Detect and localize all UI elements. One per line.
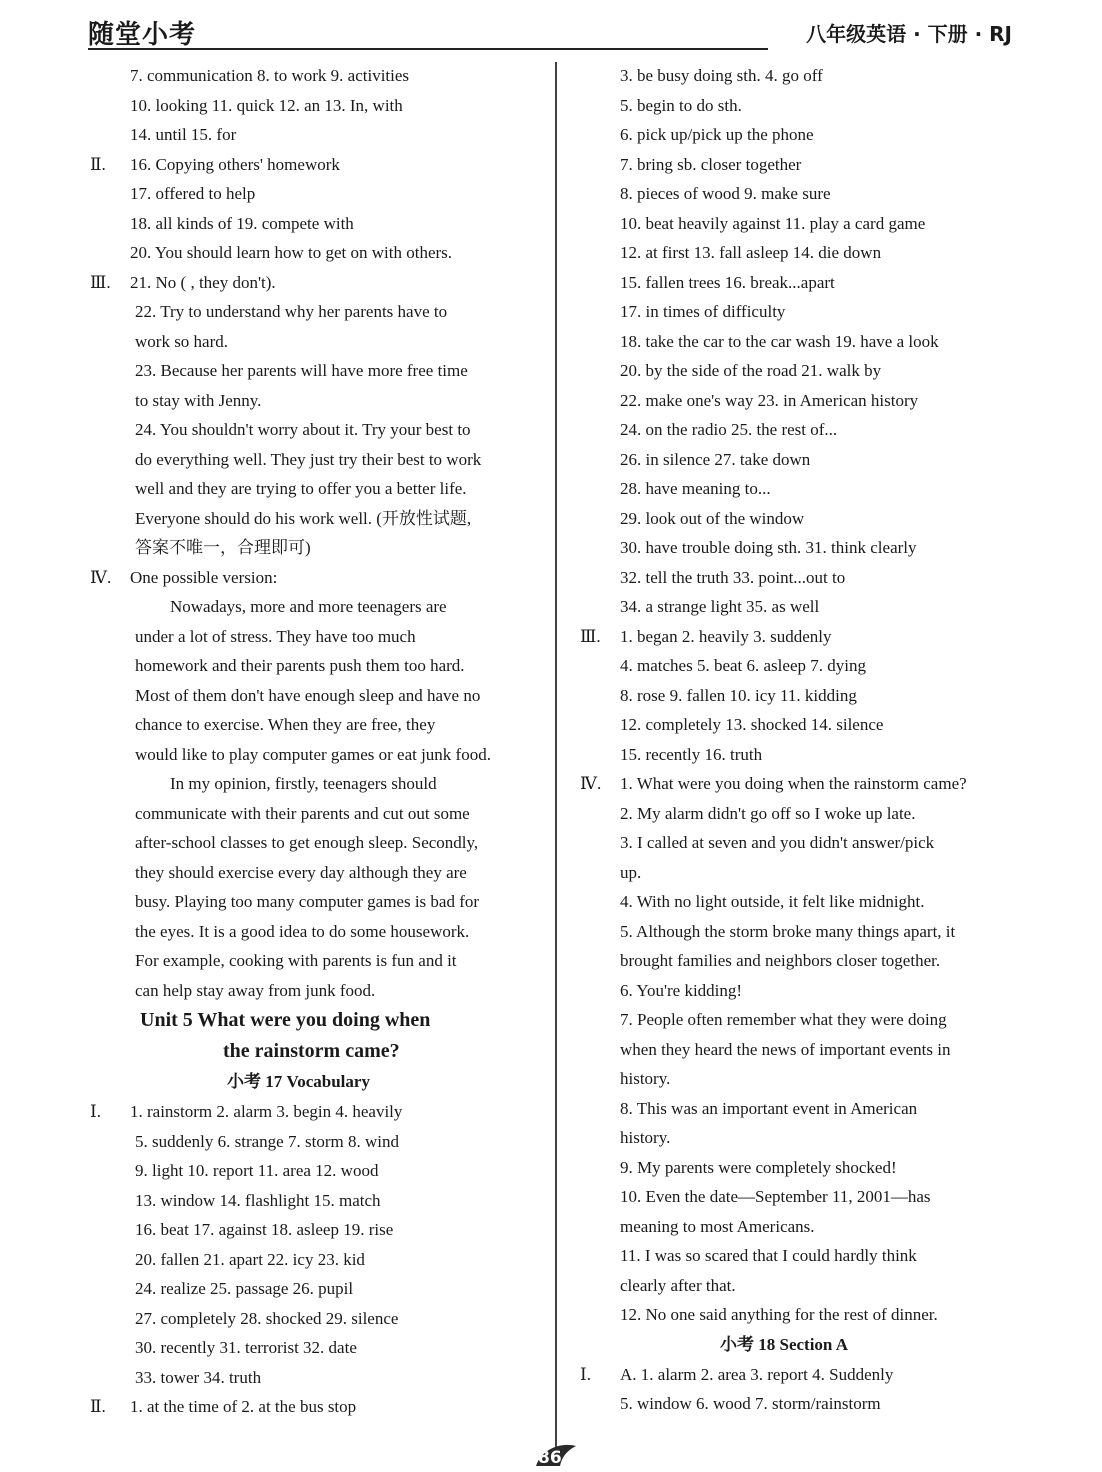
answer-line: history. [620, 1069, 671, 1088]
answer-line: 1. at the time of 2. at the bus stop [130, 1397, 357, 1416]
answer-line: 33. tower 34. truth [135, 1367, 262, 1387]
answer-line: 8. This was an important event in American [620, 1098, 918, 1118]
answer-line: 5. suddenly 6. strange 7. storm 8. wind [135, 1131, 399, 1151]
essay-line: Nowadays, more and more teenagers are [170, 597, 447, 616]
answer-line: 21. No ( , they don't). [130, 272, 276, 292]
column-divider [555, 62, 557, 1457]
answer-line: 4. matches 5. beat 6. asleep 7. dying [620, 656, 866, 675]
essay-line: they should exercise every day although they are [135, 862, 467, 882]
answer-line: 3. be busy doing sth. 4. go off [620, 66, 823, 85]
answer-line: 22. Try to understand why her parents have to [135, 302, 448, 321]
book-title: 随堂小考 [88, 20, 197, 50]
answer-line: 13. window 14. flashlight 15. match [135, 1190, 381, 1210]
answer-line: 7. bring sb. closer together [620, 154, 802, 174]
answer-line: 24. on the radio 25. the rest of... [620, 420, 838, 439]
answer-line: 34. a strange light 35. as well [620, 597, 820, 616]
answer-line: work so hard. [135, 331, 229, 351]
phrases-continued [580, 61, 1025, 622]
answer-line: 30. recently 31. terrorist 32. date [135, 1338, 357, 1357]
section-numeral: Ⅱ. [90, 1397, 106, 1416]
essay-line: under a lot of stress. They have too much [135, 626, 416, 646]
answer-line: 16. Copying others' homework [130, 154, 340, 174]
answer-line: 7. People often remember what they were doing [620, 1010, 947, 1029]
essay-line: For example, cooking with parents is fun and it [135, 951, 457, 970]
part3-answers [90, 268, 535, 563]
grade-subject-label: 八年级英语 · 下册 · RJ [806, 22, 1012, 46]
answer-line: A. 1. alarm 2. area 3. report 4. Suddenly [620, 1364, 894, 1384]
answer-line: 14. until 15. for [130, 125, 237, 144]
answer-line: 17. in times of difficulty [620, 302, 786, 321]
answer-line: Everyone should do his work well. (开放性试题, [135, 508, 472, 528]
answer-line: 17. offered to help [130, 184, 256, 203]
answer-line: 24. You shouldn't worry about it. Try your best to [135, 420, 471, 439]
answer-line: 22. make one's way 23. in American history [620, 390, 919, 410]
answer-line: 1. rainstorm 2. alarm 3. begin 4. heavily [130, 1102, 403, 1121]
answer-line: 10. looking 11. quick 12. an 13. In, with [130, 95, 403, 115]
section-numeral: Ⅳ. [580, 774, 602, 793]
section-numeral: Ⅳ. [90, 567, 112, 587]
answer-line: 1. What were you doing when the rainstorm came? [620, 774, 967, 793]
answer-line: 8. rose 9. fallen 10. icy 11. kidding [620, 685, 857, 705]
answer-line: 20. You should learn how to get on with others. [130, 243, 453, 262]
answer-line: 15. recently 16. truth [620, 744, 763, 764]
answer-line: 6. pick up/pick up the phone [620, 125, 814, 144]
answer-line: 4. With no light outside, it felt like midnight. [620, 892, 925, 911]
essay-line: chance to exercise. When they are free, they [135, 715, 436, 734]
answer-line: 30. have trouble doing sth. 31. think clearly [620, 538, 917, 557]
essay-line: the eyes. It is a good idea to do some housework. [135, 921, 470, 941]
section-numeral: Ⅱ. [90, 154, 106, 174]
essay-line: communicate with their parents and cut out some [135, 803, 470, 823]
answer-line: 32. tell the truth 33. point...out to [620, 567, 846, 587]
essay-line: after-school classes to get enough sleep. Secondly, [135, 833, 479, 852]
answer-line: 9. My parents were completely shocked! [620, 1157, 897, 1177]
part2-answers [90, 150, 535, 268]
answer-line: 5. Although the storm broke many things apart, it [620, 921, 956, 941]
answer-line: to stay with Jenny. [135, 390, 262, 410]
answer-line: 2. My alarm didn't go off so I woke up late. [620, 803, 916, 823]
part3-word-forms [580, 622, 1025, 770]
answer-line: 18. all kinds of 19. compete with [130, 213, 354, 233]
answer-line: 11. I was so scared that I could hardly think [620, 1246, 917, 1265]
unit-title: Unit 5 What were you doing when [140, 1009, 431, 1031]
section-numeral: Ⅰ. [580, 1364, 591, 1384]
answer-line: 10. Even the date—September 11, 2001—has [620, 1187, 931, 1206]
answer-line: 28. have meaning to... [620, 479, 771, 498]
part4-translations [580, 769, 1025, 1330]
essay-line: would like to play computer games or eat junk food. [135, 744, 491, 764]
answer-line: clearly after that. [620, 1275, 736, 1295]
essay-line: homework and their parents push them too hard. [135, 656, 465, 675]
answer-line: 18. take the car to the car wash 19. have a look [620, 331, 939, 351]
answer-line: 12. at first 13. fall asleep 14. die down [620, 243, 882, 262]
answer-line: 10. beat heavily against 11. play a card game [620, 213, 926, 233]
section-numeral: Ⅲ. [580, 626, 601, 646]
answer-line: 24. realize 25. passage 26. pupil [135, 1279, 354, 1298]
answer-line: do everything well. They just try their best to work [135, 449, 482, 469]
answer-line: 3. I called at seven and you didn't answer/pick [620, 833, 935, 852]
answer-line: 29. look out of the window [620, 508, 805, 528]
answer-line: meaning to most Americans. [620, 1216, 815, 1236]
answer-line: history. [620, 1128, 671, 1147]
part1-answers [90, 61, 535, 150]
answer-line: 5. window 6. wood 7. storm/rainstorm [620, 1394, 881, 1413]
answer-line: 1. began 2. heavily 3. suddenly [620, 626, 832, 646]
answer-line: 26. in silence 27. take down [620, 449, 811, 469]
answer-line: 5. begin to do sth. [620, 95, 742, 115]
header-divider [88, 48, 768, 50]
unit-title-continued: the rainstorm came? [223, 1040, 400, 1062]
vocabulary-answers [90, 1097, 535, 1392]
answer-line: 8. pieces of wood 9. make sure [620, 184, 831, 203]
right-column [580, 61, 1025, 1419]
answer-line: 20. fallen 21. apart 22. icy 23. kid [135, 1249, 365, 1269]
part4-writing [90, 563, 535, 1006]
answer-line: 12. No one said anything for the rest of dinner. [620, 1305, 938, 1324]
answer-line: brought families and neighbors closer together. [620, 951, 941, 970]
answer-line: when they heard the news of important events in [620, 1039, 951, 1059]
phrases-answers [90, 1392, 535, 1422]
answer-line: 27. completely 28. shocked 29. silence [135, 1308, 399, 1328]
essay-line: Most of them don't have enough sleep and have no [135, 685, 481, 705]
section-a-answers [580, 1360, 1025, 1419]
answer-line: up. [620, 862, 642, 882]
answer-line: 6. You're kidding! [620, 980, 743, 1000]
section-numeral: Ⅲ. [90, 272, 111, 292]
answer-line: 9. light 10. report 11. area 12. wood [135, 1161, 379, 1180]
essay-line: can help stay away from junk food. [135, 980, 376, 1000]
answer-line: 答案不唯一，合理即可) [135, 538, 311, 557]
essay-line: busy. Playing too many computer games is bad for [135, 892, 480, 911]
answer-line: 23. Because her parents will have more free time [135, 361, 468, 380]
answer-line: 7. communication 8. to work 9. activities [130, 66, 410, 85]
section-numeral: Ⅰ. [90, 1102, 101, 1121]
left-column [90, 61, 535, 1422]
answer-line: well and they are trying to offer you a better life. [135, 479, 467, 498]
page-number: 86 [538, 1448, 562, 1468]
answer-line: 20. by the side of the road 21. walk by [620, 361, 882, 380]
answer-line: 15. fallen trees 16. break...apart [620, 272, 835, 292]
quiz-title: 小考 17 Vocabulary [227, 1072, 370, 1091]
essay-line: In my opinion, firstly, teenagers should [170, 774, 437, 793]
answer-line: 12. completely 13. shocked 14. silence [620, 715, 884, 734]
version-label: One possible version: [130, 567, 278, 587]
answer-line: 16. beat 17. against 18. asleep 19. rise [135, 1220, 394, 1239]
quiz-title: 小考 18 Section A [720, 1334, 848, 1354]
